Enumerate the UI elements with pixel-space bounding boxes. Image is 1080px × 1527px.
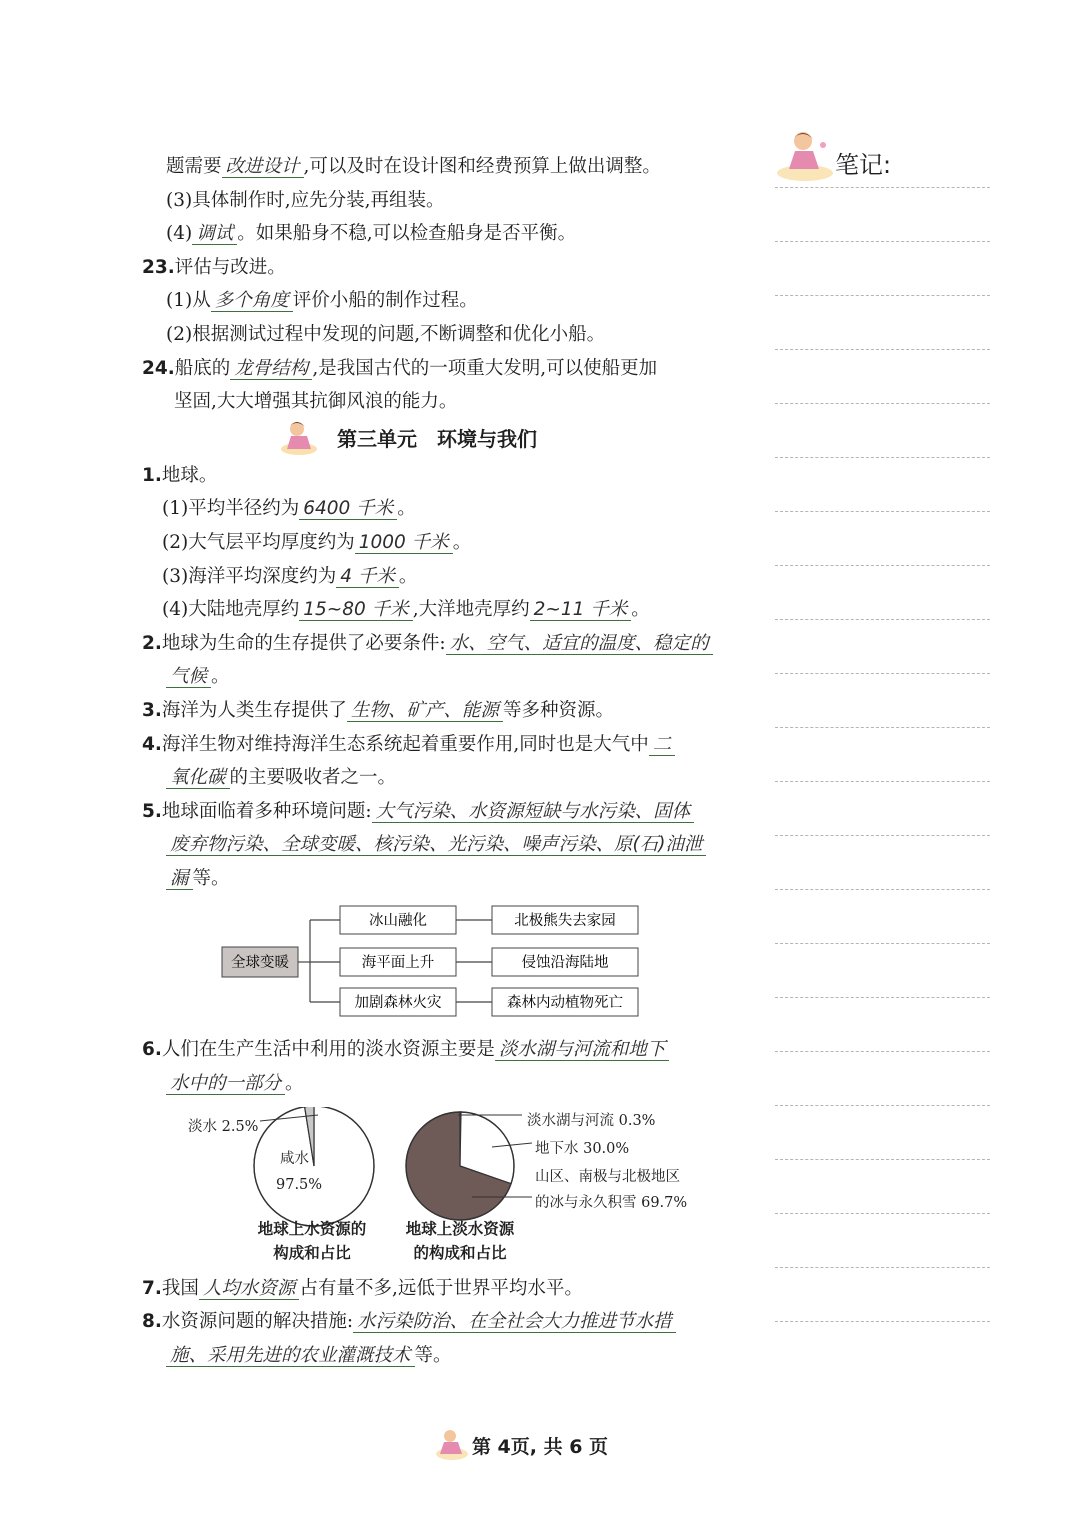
text: 占有量不多,远低于世界平均水平。 xyxy=(299,1277,583,1299)
caption-line: 的构成和占比 xyxy=(413,1243,507,1262)
answer: 水污染防治、在全社会大力推进节水措 xyxy=(353,1311,676,1333)
fairy-icon xyxy=(277,415,323,461)
page-footer xyxy=(0,1432,1080,1459)
answer: 废弃物污染、全球变暖、核污染、光污染、噪声污染、原(石)油泄 xyxy=(166,834,706,856)
text: (2)大气层平均厚度约为 xyxy=(162,531,355,553)
q22-line2: (3)具体制作时,应先分装,再组装。 xyxy=(166,189,445,211)
pie1-caption xyxy=(232,1217,392,1265)
cause-label: 海平面上升 xyxy=(361,955,435,972)
text: 人们在生产生活中利用的淡水资源主要是 xyxy=(161,1039,495,1061)
question-number: 3. xyxy=(142,699,162,721)
answer: 人均水资源 xyxy=(199,1278,300,1300)
text: 地球。 xyxy=(161,464,218,486)
note-line xyxy=(775,1105,990,1106)
water-charts xyxy=(142,1107,732,1272)
q23-line1 xyxy=(142,284,732,318)
note-line xyxy=(775,835,990,836)
effect-label: 侵蚀沿海陆地 xyxy=(521,955,609,972)
pie2-caption xyxy=(380,1217,540,1265)
note-line xyxy=(775,1051,990,1052)
note-line xyxy=(775,1267,990,1268)
diagram-graphic xyxy=(142,901,732,1029)
unit-title: 第三单元 环境与我们 xyxy=(337,426,537,451)
q8-line1 xyxy=(142,1305,732,1339)
answer: 龙骨结构 xyxy=(230,358,312,380)
text: 我国 xyxy=(161,1277,199,1299)
text: 等。 xyxy=(414,1344,452,1366)
text: 地球面临着多种环境问题: xyxy=(161,800,372,822)
text: 地球为生命的生存提供了必要条件: xyxy=(161,632,446,654)
diagram-root-label: 全球变暖 xyxy=(231,955,289,972)
question-number: 5. xyxy=(142,800,162,822)
text: (1)平均半径约为 xyxy=(162,498,300,520)
q4-line2 xyxy=(142,761,732,795)
answer: 氧化碳 xyxy=(166,767,230,789)
text: ,可以及时在设计图和经费预算上做出调整。 xyxy=(303,156,661,177)
note-line xyxy=(775,1159,990,1160)
q3-line xyxy=(142,694,732,728)
question-number: 7. xyxy=(142,1277,162,1299)
answer: 淡水湖与河流和地下 xyxy=(495,1039,670,1061)
answer: 施、采用先进的农业灌溉技术 xyxy=(166,1345,415,1367)
question-number: 23. xyxy=(142,256,175,278)
pie2-ground-label: 地下水 30.0% xyxy=(535,1140,630,1157)
caption-line: 地球上水资源的 xyxy=(257,1219,367,1238)
pie2-lake-label: 淡水湖与河流 0.3% xyxy=(527,1112,656,1129)
note-line xyxy=(775,673,990,674)
text: 评价小船的制作过程。 xyxy=(292,290,478,312)
text: (1)从 xyxy=(166,290,211,312)
text: 。 xyxy=(285,1073,304,1095)
q6-line1 xyxy=(142,1033,732,1067)
text: 等多种资源。 xyxy=(502,699,614,721)
q22-line3 xyxy=(142,217,732,251)
answer: 二 xyxy=(649,734,676,756)
q5-line3 xyxy=(142,862,732,896)
pie1-saltwater-value: 97.5% xyxy=(276,1176,323,1193)
note-line xyxy=(775,1321,990,1322)
note-line xyxy=(775,403,990,404)
text: (3)海洋平均深度约为 xyxy=(162,565,337,587)
q5-line1 xyxy=(142,795,732,829)
note-line xyxy=(775,943,990,944)
note-line xyxy=(775,457,990,458)
question-number: 2. xyxy=(142,632,162,654)
cause-label: 冰山融化 xyxy=(369,913,427,930)
question-number: 1. xyxy=(142,464,162,486)
answer: 水中的一部分 xyxy=(166,1073,285,1095)
q23-heading xyxy=(142,251,732,285)
cause-label: 加剧森林火灾 xyxy=(354,995,442,1012)
text: (4)大陆地壳厚约 xyxy=(162,599,300,621)
answer: 2~11 千米 xyxy=(530,599,632,621)
note-line xyxy=(775,1213,990,1214)
q1-a xyxy=(142,492,732,526)
note-line xyxy=(775,997,990,998)
q1-d xyxy=(142,593,732,627)
q22-line1 xyxy=(142,150,732,184)
text: 评估与改进。 xyxy=(174,256,286,278)
note-line xyxy=(775,727,990,728)
answer: 漏 xyxy=(166,868,193,890)
note-line xyxy=(775,565,990,566)
document-body xyxy=(142,150,732,1372)
pie1-saltwater-name: 咸水 xyxy=(280,1150,309,1167)
question-number: 4. xyxy=(142,733,162,755)
answer: 15~80 千米 xyxy=(299,599,412,621)
fairy-icon xyxy=(432,1424,472,1464)
pie1-freshwater-label: 淡水 2.5% xyxy=(188,1118,259,1135)
note-line xyxy=(775,241,990,242)
text: 。 xyxy=(211,666,230,688)
q1-heading xyxy=(142,459,732,493)
answer: 1000 千米 xyxy=(355,532,453,554)
answer: 4 千米 xyxy=(336,566,399,588)
question-number: 8. xyxy=(142,1311,162,1333)
text: 题需要 xyxy=(166,156,222,177)
q7-line xyxy=(142,1272,732,1306)
note-line xyxy=(775,511,990,512)
note-line xyxy=(775,781,990,782)
text: 等。 xyxy=(192,867,230,889)
unit-title-row xyxy=(142,419,732,459)
q8-line2 xyxy=(142,1339,732,1373)
q2-line2 xyxy=(142,660,732,694)
pie2-ice-label-2: 的冰与永久积雪 69.7% xyxy=(535,1194,688,1211)
page-number: 第 4页, 共 6 页 xyxy=(471,1436,609,1458)
answer: 大气污染、水资源短缺与水污染、固体 xyxy=(372,801,695,823)
q1-b xyxy=(142,526,732,560)
q23-line2: (2)根据测试过程中发现的问题,不断调整和优化小船。 xyxy=(166,323,606,345)
answer: 生物、矿产、能源 xyxy=(347,700,503,722)
note-line xyxy=(775,187,990,188)
effect-label: 北极熊失去家园 xyxy=(514,913,616,930)
q24-line2: 坚固,大大增强其抗御风浪的能力。 xyxy=(174,391,458,413)
q2-line1 xyxy=(142,627,732,661)
text: 海洋为人类生存提供了 xyxy=(161,699,347,721)
note-line xyxy=(775,349,990,350)
text: 。 xyxy=(397,498,416,520)
q6-line2 xyxy=(142,1067,732,1101)
q4-line1 xyxy=(142,728,732,762)
question-number: 24. xyxy=(142,357,175,379)
text: (4) xyxy=(166,223,193,245)
caption-line: 构成和占比 xyxy=(273,1243,351,1262)
answer: 多个角度 xyxy=(211,290,293,312)
global-warming-diagram xyxy=(142,901,732,1029)
text: 船底的 xyxy=(174,357,231,379)
text: 。 xyxy=(398,565,418,587)
text: 。 xyxy=(452,531,472,553)
text: 的主要吸收者之一。 xyxy=(229,767,397,789)
note-line xyxy=(775,295,990,296)
question-number: 6. xyxy=(142,1039,162,1061)
note-line xyxy=(775,619,990,620)
text: 。如果船身不稳,可以检查船身是否平衡。 xyxy=(237,223,577,245)
answer: 水、空气、适宜的温度、稳定的 xyxy=(446,633,713,655)
q1-c xyxy=(142,560,732,594)
answer: 6400 千米 xyxy=(299,498,397,520)
pie2-ice-label-1: 山区、南极与北极地区 xyxy=(535,1168,680,1185)
text: 。 xyxy=(631,599,650,621)
note-line xyxy=(775,889,990,890)
q5-line2 xyxy=(142,828,732,862)
text: 水资源问题的解决措施: xyxy=(161,1311,354,1333)
answer: 气候 xyxy=(166,666,211,688)
q24-line1 xyxy=(142,352,732,386)
caption-line: 地球上淡水资源 xyxy=(405,1219,515,1238)
text: ,是我国古代的一项重大发明,可以使船更加 xyxy=(312,357,658,379)
notes-title: 笔记: xyxy=(835,151,892,179)
effect-label: 森林内动植物死亡 xyxy=(507,995,623,1012)
text: 海洋生物对维持海洋生态系统起着重要作用,同时也是大气中 xyxy=(161,733,649,755)
answer: 改进设计 xyxy=(222,156,304,178)
text: ,大洋地壳厚约 xyxy=(412,599,530,621)
answer: 调试 xyxy=(192,223,237,245)
